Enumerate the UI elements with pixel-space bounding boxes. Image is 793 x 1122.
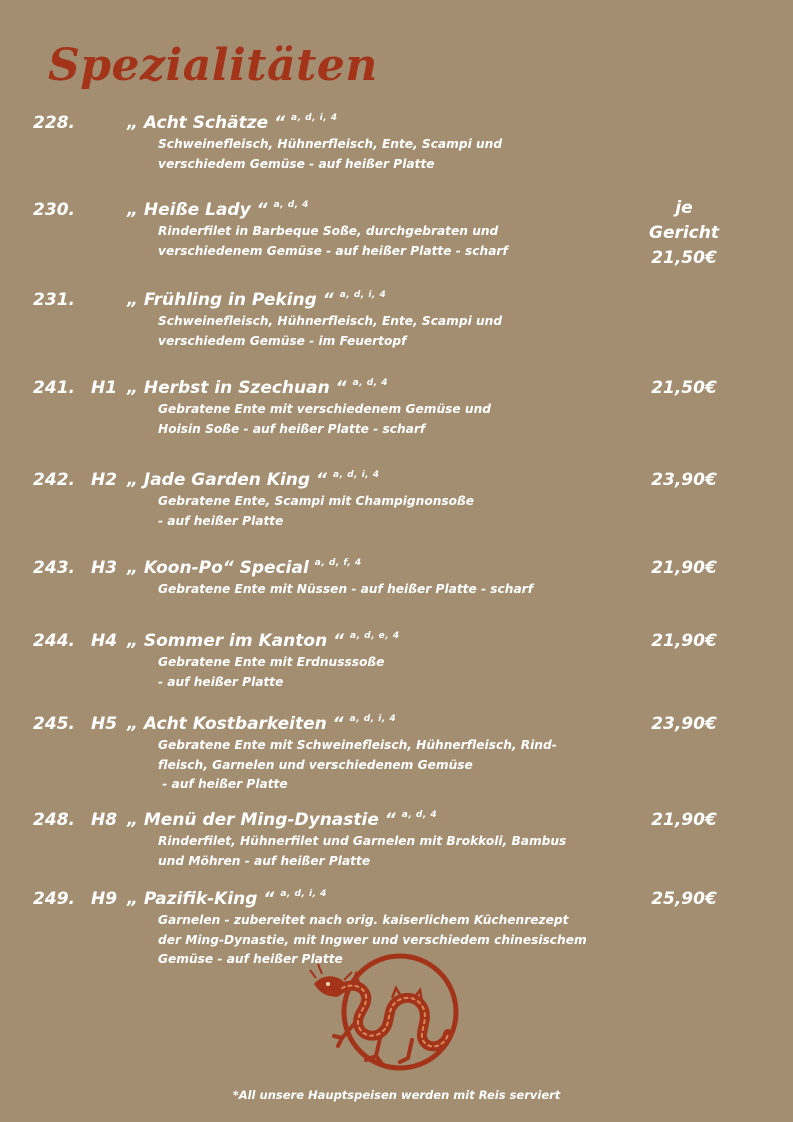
item-description-line: Gemüse - auf heißer Platte <box>158 952 343 966</box>
item-description-line: Hoisin Soße - auf heißer Platte - scharf <box>158 421 426 436</box>
item-description-line: Rinderfilet in Barbeque Soße, durchgebraten und <box>158 224 499 238</box>
item-description-line: Gebratene Ente mit Nüssen - auf heißer Platte - scharf <box>158 582 533 596</box>
item-code: H5 <box>91 714 118 734</box>
item-code: H9 <box>91 889 118 909</box>
item-description <box>158 653 384 692</box>
item-description-line: Schweinefleisch, Hühnerfleisch, Ente, Scampi und <box>158 137 503 151</box>
item-price: 21,90€ <box>651 631 717 651</box>
item-description-line: und Möhren - auf heißer Platte <box>158 853 371 868</box>
group-price-line3: 21,50€ <box>651 248 717 268</box>
item-number: 230. <box>33 200 75 220</box>
item-number: 248. <box>33 810 75 830</box>
item-description <box>158 400 491 439</box>
item-allergens: a, d, i, 4 <box>280 889 327 899</box>
group-price-line1: je <box>675 198 693 218</box>
item-description-line: Gebratene Ente mit verschiedenem Gemüse und <box>158 402 491 416</box>
item-code: H4 <box>91 631 118 651</box>
item-description-line: Gebratene Ente, Scampi mit Champignonsoße <box>158 494 475 508</box>
item-name-text: „ Acht Kostbarkeiten “ <box>127 714 344 734</box>
item-description-line: verschiedem Gemüse - im Feuertopf <box>158 333 407 348</box>
item-allergens: a, d, e, 4 <box>350 631 400 641</box>
item-price: 21,90€ <box>651 558 717 578</box>
item-number: 249. <box>33 889 75 909</box>
footnote: *All unsere Hauptspeisen werden mit Reis serviert <box>232 1088 561 1102</box>
item-code: H8 <box>91 810 118 830</box>
item-price: 21,50€ <box>651 378 717 398</box>
dragon-emblem-icon <box>308 952 460 1076</box>
item-description-line: verschiedenem Gemüse - auf heißer Platte - scharf <box>158 243 508 258</box>
item-name <box>127 378 388 398</box>
item-name-text: „ Herbst in Szechuan “ <box>127 378 347 398</box>
item-name <box>127 714 396 734</box>
item-name-text: „ Pazifik-King “ <box>127 889 275 909</box>
item-description-line: Garnelen - zubereitet nach orig. kaiserlichem Küchenrezept <box>158 913 569 927</box>
item-name <box>127 558 362 578</box>
item-description <box>158 135 502 174</box>
item-number: 228. <box>33 113 75 133</box>
item-name-text: „ Menü der Ming-Dynastie “ <box>127 810 396 830</box>
group-price-line2: Gericht <box>648 223 719 243</box>
item-description-line: Gebratene Ente mit Erdnusssoße <box>158 655 385 669</box>
item-number: 245. <box>33 714 75 734</box>
item-number: 243. <box>33 558 75 578</box>
item-name-text: „ Heiße Lady “ <box>127 200 268 220</box>
item-description <box>158 222 508 261</box>
item-price: 23,90€ <box>651 470 717 490</box>
item-description-line: verschiedem Gemüse - auf heißer Platte <box>158 156 435 171</box>
item-description-line: Schweinefleisch, Hühnerfleisch, Ente, Scampi und <box>158 314 503 328</box>
item-description-line: - auf heißer Platte <box>158 777 288 791</box>
item-description <box>158 492 474 531</box>
item-allergens: a, d, i, 4 <box>291 113 338 123</box>
item-number: 241. <box>33 378 75 398</box>
item-allergens: a, d, i, 4 <box>349 714 397 724</box>
item-price: 21,90€ <box>651 810 717 830</box>
item-number: 244. <box>33 631 75 651</box>
item-name-text: „ Frühling in Peking “ <box>127 290 334 310</box>
page-title: Spezialitäten <box>48 40 378 91</box>
item-description-line: - auf heißer Platte <box>158 513 284 528</box>
item-name-text: „ Jade Garden King “ <box>127 470 327 490</box>
item-description-line: Gebratene Ente mit Schweinefleisch, Hühnerfleisch, Rind- <box>158 738 557 752</box>
item-name <box>127 113 338 133</box>
item-allergens: a, d, 4 <box>401 810 438 820</box>
item-number: 231. <box>33 290 75 310</box>
item-name-text: „ Acht Schätze “ <box>127 113 286 133</box>
item-code: H1 <box>91 378 118 398</box>
item-name <box>127 810 437 830</box>
item-name <box>127 631 400 651</box>
item-description <box>158 832 566 871</box>
item-allergens: a, d, f, 4 <box>314 558 362 568</box>
item-name <box>127 200 309 220</box>
item-allergens: a, d, 4 <box>273 200 309 210</box>
item-allergens: a, d, 4 <box>352 378 388 388</box>
item-price: 25,90€ <box>651 889 717 909</box>
item-name-text: „ Sommer im Kanton “ <box>127 631 345 651</box>
item-description-line: der Ming-Dynastie, mit Ingwer und verschiedem chinesischem <box>158 932 587 947</box>
item-allergens: a, d, i, 4 <box>339 290 387 300</box>
item-description-line: Rinderfilet, Hühnerfilet und Garnelen mit Brokkoli, Bambus <box>158 834 567 848</box>
item-description <box>158 736 557 795</box>
item-description <box>158 580 533 600</box>
item-code: H3 <box>91 558 118 578</box>
item-allergens: a, d, i, 4 <box>332 470 380 480</box>
item-code: H2 <box>91 470 118 490</box>
item-number: 242. <box>33 470 75 490</box>
item-description-line: - auf heißer Platte <box>158 674 284 689</box>
item-price: 23,90€ <box>651 714 717 734</box>
item-name <box>127 470 379 490</box>
group-price <box>630 196 738 271</box>
item-name <box>127 889 327 909</box>
item-description <box>158 312 502 351</box>
item-name-text: „ Koon-Po“ Special <box>127 558 309 578</box>
item-name <box>127 290 386 310</box>
item-description-line: fleisch, Garnelen und verschiedenem Gemüse <box>158 757 473 772</box>
